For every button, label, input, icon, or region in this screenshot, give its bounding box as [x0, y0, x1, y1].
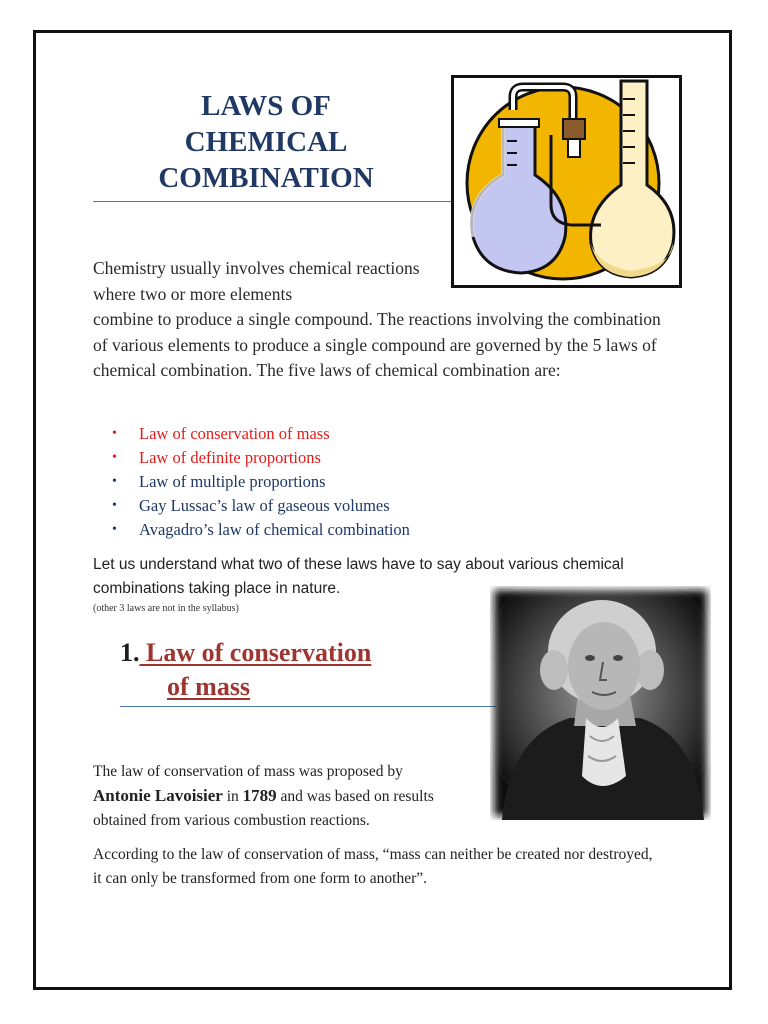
section-title-line-1: Law of conservation [146, 638, 372, 667]
understand-paragraph: Let us understand what two of these laws have to say about various chemical combinations taking place in nature. [93, 556, 624, 597]
syllabus-note: (other 3 laws are not in the syllabus) [93, 603, 239, 614]
scientist-name: Antonie Lavoisier [93, 786, 223, 805]
title-line-1: LAWS OF [201, 90, 331, 122]
lavoisier-portrait [490, 586, 711, 820]
bullet-icon: • [112, 450, 117, 465]
law-item-gaseous-volumes: • Gay Lussac’s law of gaseous volumes [112, 494, 410, 518]
section-divider [120, 706, 496, 707]
section-number: 1. [120, 638, 140, 667]
intro-paragraph: combine to produce a single compound. The reactions involving the combination of various elements to produce a single compound are governed by the 5 laws of chemical combination. The five laws of chemical combination are: [93, 309, 661, 380]
discovery-year: 1789 [242, 786, 277, 805]
page-title [118, 88, 414, 196]
bullet-icon: • [112, 498, 117, 513]
lavoisier-paragraph: The law of conservation of mass was proposed by Antonie Lavoisier in 1789 and was based on results obtained from various combustion reactions. [93, 763, 434, 829]
title-line-3: COMBINATION [158, 162, 374, 194]
laws-list [112, 422, 410, 542]
title-line-2: CHEMICAL [184, 126, 348, 158]
law-item-definite-proportions: • Law of definite proportions [112, 446, 410, 470]
intro-paragraph-wrapped: Chemistry usually involves chemical reactions where two or more elements [93, 258, 420, 304]
bullet-icon: • [112, 522, 117, 537]
law-item-multiple-proportions: • Law of multiple proportions [112, 470, 410, 494]
law-item-avogadro: • Avagadro’s law of chemical combination [112, 518, 410, 542]
bullet-icon: • [112, 426, 117, 441]
chemistry-flasks-illustration [451, 75, 682, 288]
section-title-line-2: of mass [167, 672, 251, 701]
law-item-conservation-of-mass: • Law of conservation of mass [112, 422, 410, 446]
definition-paragraph: According to the law of conservation of mass, “mass can neither be created nor destroyed, it can only be transformed from one form to another”. [93, 846, 653, 887]
title-divider [93, 201, 451, 202]
section-heading-conservation-of-mass [120, 636, 460, 704]
bullet-icon: • [112, 474, 117, 489]
